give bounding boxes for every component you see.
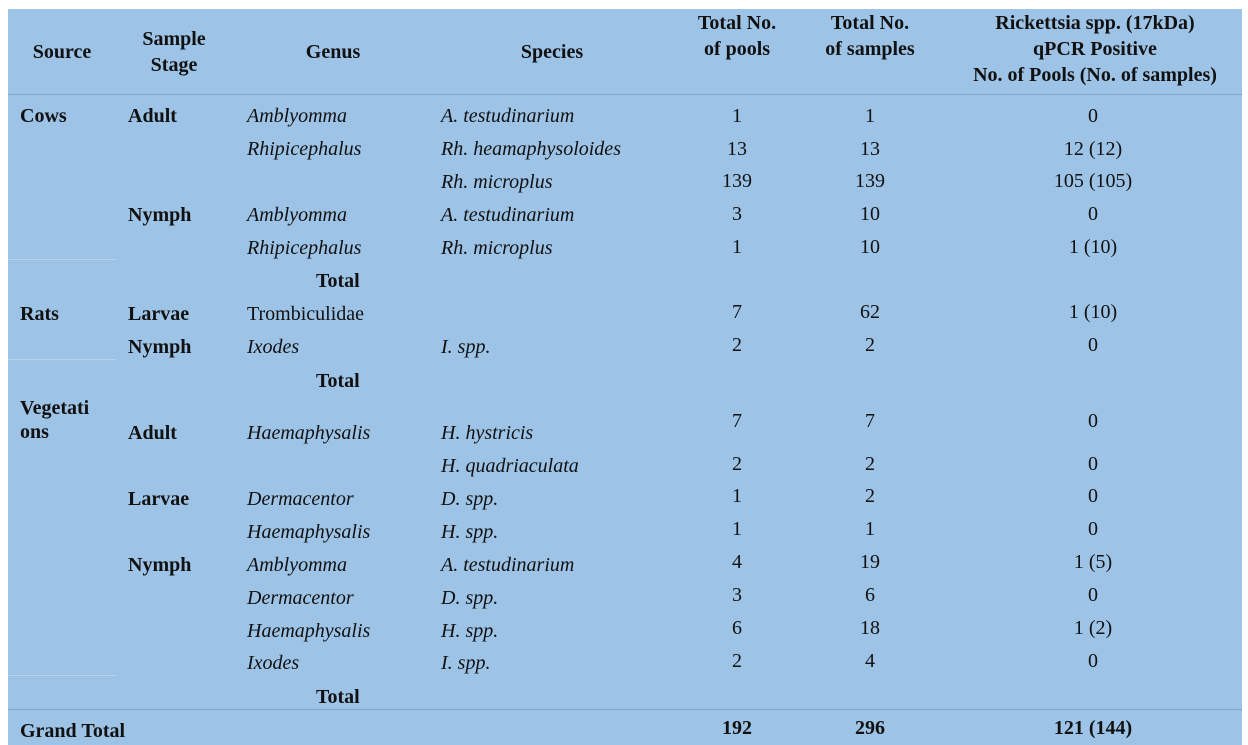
positive-cell: 105 (105) (1053, 170, 1133, 192)
positive-cell: 1 (10) (1068, 301, 1118, 323)
samples-cell: 19 (860, 551, 880, 573)
pools-cell: 4 (732, 551, 742, 573)
samples-cell: 7 (865, 410, 875, 432)
pools-cell: 1 (732, 236, 742, 258)
total-label-vegetations: Total (316, 686, 360, 708)
positive-cell: 0 (1088, 334, 1098, 356)
pools-cell: 2 (732, 650, 742, 672)
stage-veg-nymph: Nymph (128, 554, 192, 576)
divider-rats (8, 359, 116, 360)
stage-rats-nymph: Nymph (128, 336, 192, 358)
species-cell: I. spp. (441, 336, 491, 358)
species-cell: A. testudinarium (441, 204, 575, 226)
source-rats: Rats (20, 303, 59, 325)
genus-cell: Trombiculidae (247, 303, 365, 325)
stage-veg-adult: Adult (128, 422, 177, 444)
samples-cell: 6 (865, 584, 875, 606)
positive-cell: 0 (1088, 650, 1098, 672)
genus-cell: Haemaphysalis (247, 620, 371, 642)
header-samples: Total No. of samples (825, 12, 915, 60)
genus-cell: Rhipicephalus (247, 138, 362, 160)
positive-cell: 0 (1088, 485, 1098, 507)
grand-total-samples: 296 (855, 717, 885, 739)
header-rule (8, 94, 1242, 95)
header-stage: Sample Stage (142, 28, 206, 76)
genus-cell: Ixodes (247, 336, 300, 358)
genus-cell: Amblyomma (247, 554, 347, 576)
header-genus: Genus (305, 41, 361, 63)
genus-cell: Ixodes (247, 652, 300, 674)
pools-cell: 3 (732, 584, 742, 606)
samples-cell: 2 (865, 485, 875, 507)
positive-cell: 0 (1088, 453, 1098, 475)
genus-cell: Haemaphysalis (247, 422, 371, 444)
samples-cell: 2 (865, 453, 875, 475)
positive-cell: 0 (1088, 518, 1098, 540)
species-cell: H. spp. (441, 620, 499, 642)
genus-cell: Dermacentor (247, 488, 354, 510)
positive-cell: 0 (1088, 203, 1098, 225)
pools-cell: 2 (732, 453, 742, 475)
genus-cell: Dermacentor (247, 587, 354, 609)
species-cell: I. spp. (441, 652, 491, 674)
positive-cell: 1 (10) (1068, 236, 1118, 258)
samples-cell: 10 (860, 236, 880, 258)
species-cell: D. spp. (441, 587, 499, 609)
pools-cell: 1 (732, 485, 742, 507)
pools-cell: 139 (722, 170, 752, 192)
header-source: Source (32, 41, 92, 63)
species-cell: Rh. microplus (441, 237, 553, 259)
grand-total-label: Grand Total (20, 720, 126, 742)
source-cows: Cows (20, 105, 67, 127)
samples-cell: 139 (855, 170, 885, 192)
positive-cell: 1 (5) (1073, 551, 1113, 573)
stage-veg-larvae: Larvae (128, 488, 190, 510)
species-cell: H. hystricis (441, 422, 534, 444)
genus-cell: Amblyomma (247, 204, 347, 226)
species-cell: H. quadriaculata (441, 455, 579, 477)
species-cell: Rh. microplus (441, 171, 553, 193)
divider-vegetations (8, 675, 116, 676)
samples-cell: 1 (865, 518, 875, 540)
header-positive: Rickettsia spp. (17kDa) qPCR Positive No. of Pools (No. of samples) (973, 12, 1217, 86)
genus-cell: Amblyomma (247, 105, 347, 127)
species-cell: H. spp. (441, 521, 499, 543)
samples-cell: 4 (865, 650, 875, 672)
header-species: Species (520, 41, 584, 63)
stage-cows-adult: Adult (128, 105, 177, 127)
pools-cell: 1 (732, 105, 742, 127)
genus-cell: Haemaphysalis (247, 521, 371, 543)
samples-cell: 2 (865, 334, 875, 356)
grand-total-rule (8, 709, 1242, 710)
grand-total-pools: 192 (722, 717, 752, 739)
positive-cell: 0 (1088, 105, 1098, 127)
samples-cell: 1 (865, 105, 875, 127)
pools-cell: 1 (732, 518, 742, 540)
source-vegetations: Vegetati ons (20, 397, 90, 443)
samples-cell: 13 (860, 138, 880, 160)
positive-cell: 1 (2) (1073, 617, 1113, 639)
samples-cell: 18 (860, 617, 880, 639)
grand-total-positive: 121 (144) (1053, 717, 1133, 739)
total-label-cows: Total (316, 270, 360, 292)
positive-cell: 0 (1088, 584, 1098, 606)
stage-rats-larvae: Larvae (128, 303, 190, 325)
samples-cell: 10 (860, 203, 880, 225)
species-cell: A. testudinarium (441, 554, 575, 576)
species-cell: A. testudinarium (441, 105, 575, 127)
header-pools: Total No. of pools (697, 12, 777, 60)
species-cell: D. spp. (441, 488, 499, 510)
pools-cell: 3 (732, 203, 742, 225)
divider-cows (8, 259, 116, 260)
samples-cell: 62 (860, 301, 880, 323)
genus-cell: Rhipicephalus (247, 237, 362, 259)
pools-cell: 13 (727, 138, 747, 160)
pools-cell: 2 (732, 334, 742, 356)
species-cell: Rh. heamaphysoloides (441, 138, 621, 160)
positive-cell: 0 (1088, 410, 1098, 432)
pools-cell: 7 (732, 410, 742, 432)
positive-cell: 12 (12) (1063, 138, 1123, 160)
stage-cows-nymph: Nymph (128, 204, 192, 226)
pools-cell: 7 (732, 301, 742, 323)
total-label-rats: Total (316, 370, 360, 392)
pools-cell: 6 (732, 617, 742, 639)
